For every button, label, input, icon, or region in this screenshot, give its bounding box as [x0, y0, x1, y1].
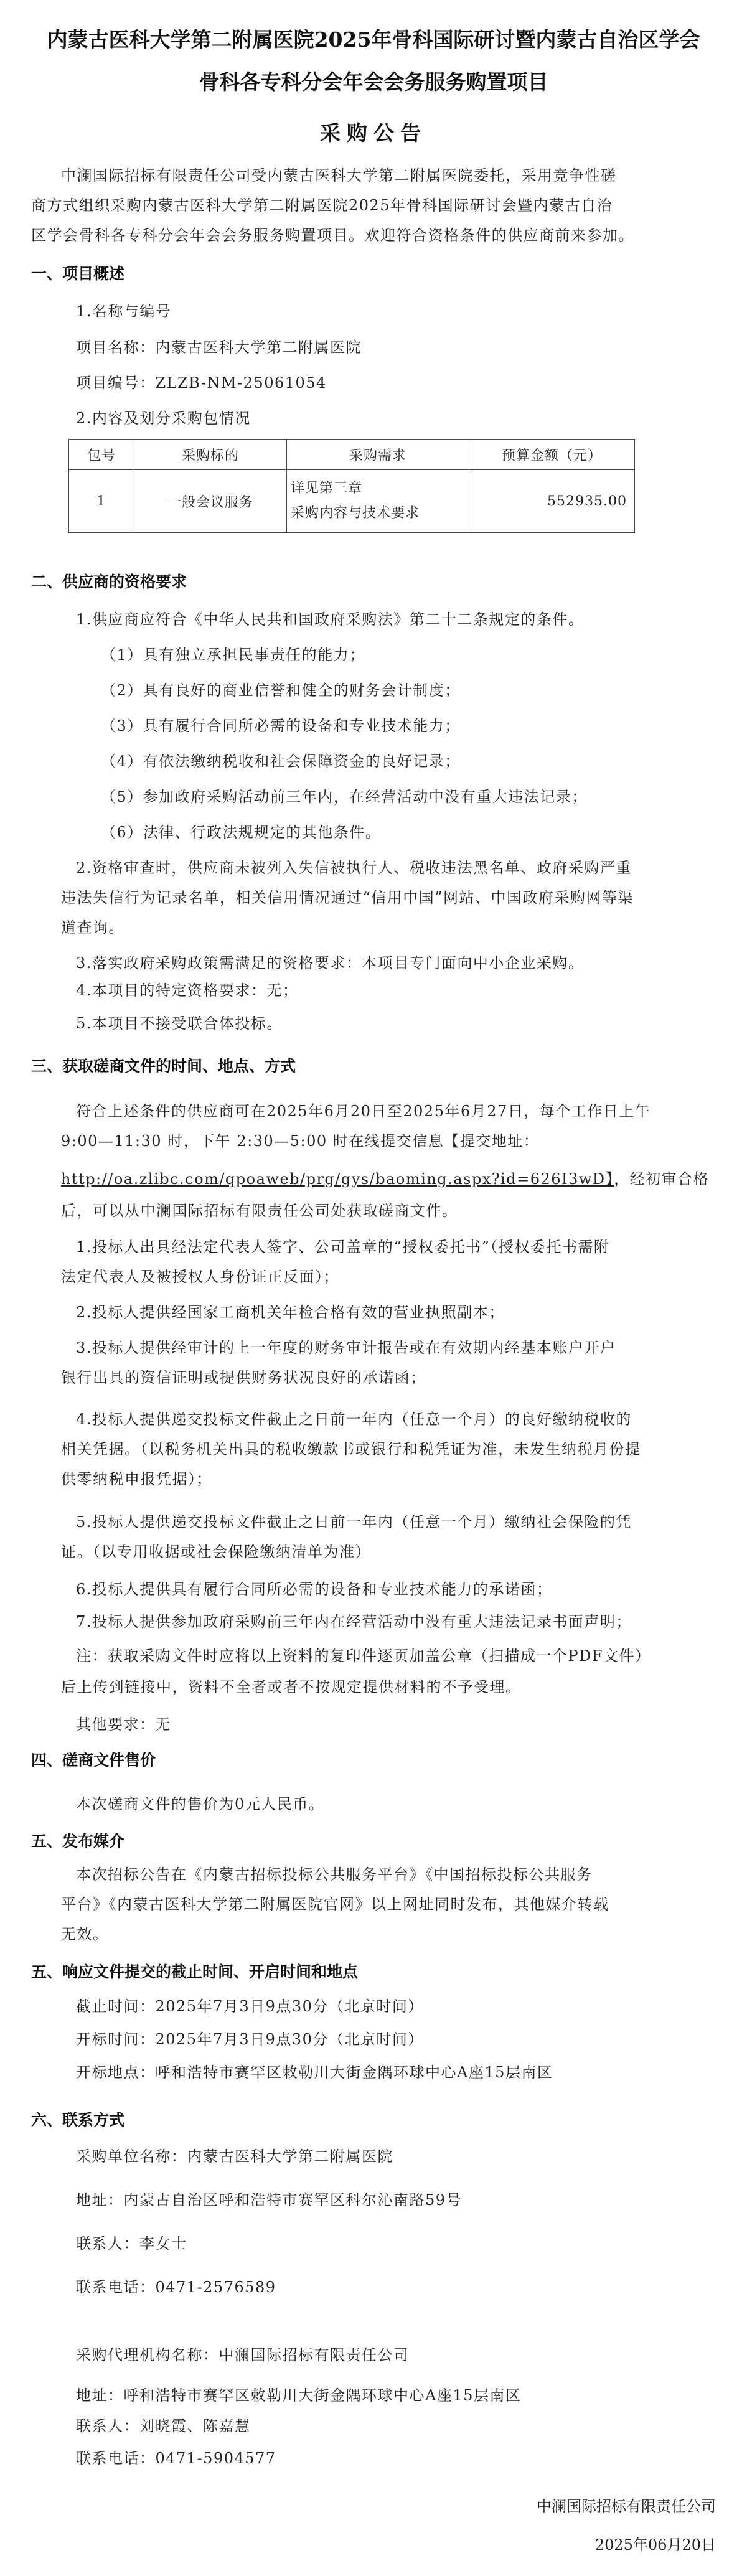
buyer-phone: 联系电话：0471-2576589 — [76, 2278, 276, 2296]
intro-line: 商方式组织采购内蒙古医科大学第二附属医院2025年骨科国际研讨会暨内蒙古自治 — [31, 197, 613, 214]
agent-address: 地址：呼和浩特市赛罕区敕勒川大街金隅环球中心A座15层南区 — [76, 2387, 522, 2404]
table-cell-subject: 一般会议服务 — [134, 470, 287, 533]
section-heading-qualifications: 二、供应商的资格要求 — [31, 573, 187, 591]
section-heading-overview: 一、项目概述 — [31, 265, 125, 283]
table-header-cell: 预算金额（元） — [469, 440, 635, 470]
obtain-text — [61, 1167, 709, 1188]
title-line-1: 内蒙古医科大学第二附属医院2025年骨科国际研讨暨内蒙古自治区学会 — [47, 27, 700, 52]
bidder-requirement: 6.投标人提供具有履行合同所必需的设备和专业技术能力的承诺函； — [76, 1581, 553, 1598]
package-table — [68, 439, 635, 533]
note: 注：获取采购文件时应将以上资料的复印件逐页加盖公章（扫描成一个PDF文件） — [76, 1647, 651, 1665]
media-text: 平台》《内蒙古医科大学第二附属医院官网》以上网址同时发布，其他媒介转载 — [61, 1896, 609, 1913]
opening-place: 开标地点：呼和浩特市赛罕区敕勒川大街金隅环球中心A座15层南区 — [76, 2064, 553, 2081]
table-cell-package-no: 1 — [69, 470, 134, 533]
media-text: 无效。 — [61, 1925, 109, 1943]
deadline-time: 截止时间：2025年7月3日9点30分（北京时间） — [76, 1998, 424, 2015]
agent-phone: 联系电话：0471-5904577 — [76, 2450, 276, 2467]
note: 后上传到链接中，资料不全者或者不按规定提供材料的不予受理。 — [61, 1678, 522, 1696]
section-heading-contact: 六、联系方式 — [31, 2111, 125, 2129]
agent-name: 采购代理机构名称：中澜国际招标有限责任公司 — [76, 2346, 410, 2364]
intro-line: 中澜国际招标有限责任公司受内蒙古医科大学第二附属医院委托，采用竞争性磋 — [61, 167, 617, 184]
qualification-2: 道查询。 — [61, 919, 125, 936]
qualification-2: 2.资格审查时，供应商未被列入失信被执行人、税收违法黑名单、政府采购严重 — [76, 859, 632, 877]
bidder-requirement: 证。（以专用收据或社会保险缴纳清单为准） — [61, 1543, 371, 1561]
requirement-line: 采购内容与技术要求 — [291, 505, 420, 521]
bidder-requirement: 法定代表人及被授权人身份证正反面）； — [61, 1268, 339, 1286]
table-header-cell: 采购标的 — [134, 440, 287, 470]
bidder-requirement: 1.投标人出具经法定代表人签字、公司盖章的“授权委托书”（授权委托书需附 — [76, 1238, 610, 1256]
submission-link[interactable]: http://oa.zlibc.com/qpoaweb/prg/gys/baoming.aspx?id=626I3wD】 — [61, 1170, 614, 1188]
obtain-text-tail: ，经初审合格 — [614, 1170, 710, 1188]
signature-date: 2025年06月20日 — [594, 2536, 716, 2554]
buyer-address: 地址：内蒙古自治区呼和浩特市赛罕区科尔沁南路59号 — [76, 2191, 463, 2209]
bidder-requirement: 供零纳税申报凭据）； — [61, 1470, 212, 1488]
qualification-4: 4.本项目的特定资格要求：无； — [76, 982, 299, 999]
item-name-number: 1.名称与编号 — [76, 303, 172, 320]
qualification-1: 1.供应商应符合《中华人民共和国政府采购法》第二十二条规定的条件。 — [76, 611, 585, 628]
qualification-sub: （2）具有良好的商业信誉和健全的财务会计制度； — [101, 682, 461, 699]
section-heading-media: 五、发布媒介 — [31, 1832, 125, 1850]
section-heading-obtain-documents: 三、获取磋商文件的时间、地点、方式 — [31, 1057, 296, 1075]
obtain-text: 符合上述条件的供应商可在2025年6月20日至2025年6月27日，每个工作日上午 — [76, 1102, 651, 1120]
obtain-text: 9:00—11:30 时，下午 2:30—5:00 时在线提交信息【提交地址： — [61, 1132, 540, 1150]
opening-time: 开标时间：2025年7月3日9点30分（北京时间） — [76, 2031, 424, 2048]
item-packages: 2.内容及划分采购包情况 — [76, 410, 251, 427]
buyer-name: 采购单位名称：内蒙古医科大学第二附属医院 — [76, 2148, 393, 2165]
qualification-5: 5.本项目不接受联合体投标。 — [76, 1015, 283, 1032]
bidder-requirement: 银行出具的资信证明或提供财务状况良好的承诺函； — [61, 1369, 426, 1386]
agent-contact: 联系人：刘晓霞、陈嘉慧 — [76, 2417, 251, 2435]
price-text: 本次磋商文件的售价为0元人民币。 — [76, 1795, 325, 1813]
other-requirements: 其他要求：无 — [76, 1716, 171, 1733]
bidder-requirement: 4.投标人提供递交投标文件截止之日前一年内（任意一个月）的良好缴纳税收的 — [76, 1411, 632, 1428]
qualification-sub: （1）具有独立承担民事责任的能力； — [101, 646, 365, 664]
table-cell-budget: 552935.00 — [469, 470, 635, 533]
qualification-sub: （6）法律、行政法规规定的其他条件。 — [101, 824, 382, 841]
qualification-sub: （5）参加政府采购活动前三年内，在经营活动中没有重大违法记录； — [101, 788, 588, 806]
bidder-requirement: 3.投标人提供经审计的上一年度的财务审计报告或在有效期内经基本账户开户 — [76, 1339, 616, 1356]
table-row — [69, 470, 635, 533]
notice-heading: 采购公告 — [320, 121, 427, 145]
section-heading-price: 四、磋商文件售价 — [31, 1751, 156, 1769]
bidder-requirement: 5.投标人提供递交投标文件截止之日前一年内（任意一个月）缴纳社会保险的凭 — [76, 1513, 632, 1531]
qualification-3: 3.落实政府采购政策需满足的资格要求：本项目专门面向中小企业采购。 — [76, 954, 585, 972]
intro-line: 区学会骨科各专科分会年会会务服务购置项目。欢迎符合资格条件的供应商前来参加。 — [31, 227, 634, 244]
buyer-contact: 联系人：李女士 — [76, 2235, 187, 2252]
bidder-requirement: 7.投标人提供参加政府采购前三年内在经营活动中没有重大违法记录书面声明； — [76, 1613, 632, 1630]
title-line-2: 骨科各专科分会年会会务服务购置项目 — [199, 70, 548, 94]
obtain-text: 后，可以从中澜国际招标有限责任公司处获取磋商文件。 — [61, 1202, 458, 1220]
project-name: 项目名称：内蒙古医科大学第二附属医院 — [76, 339, 362, 356]
bidder-requirement: 2.投标人提供经国家工商机关年检合格有效的营业执照副本； — [76, 1304, 505, 1321]
qualification-2: 违法失信行为记录名单，相关信用情况通过“信用中国”网站、中国政府采购网等渠 — [61, 889, 634, 906]
bidder-requirement: 相关凭据。（以税务机关出具的税收缴款书或银行和税凭证为准，未发生纳税月份提 — [61, 1441, 641, 1458]
qualification-sub: （3）具有履行合同所必需的设备和专业技术能力； — [101, 717, 461, 735]
project-number: 项目编号：ZLZB-NM-25061054 — [76, 374, 327, 392]
section-heading-deadline: 五、响应文件提交的截止时间、开启时间和地点 — [31, 1963, 359, 1981]
table-header-row — [69, 440, 635, 470]
table-cell-requirement — [287, 470, 469, 533]
signature-company: 中澜国际招标有限责任公司 — [537, 2498, 716, 2515]
qualification-sub: （4）有依法缴纳税收和社会保障资金的良好记录； — [101, 753, 461, 770]
media-text: 本次招标公告在《内蒙古招标投标公共服务平台》《中国招标投标公共服务 — [76, 1866, 593, 1883]
table-header-cell: 采购需求 — [287, 440, 469, 470]
table-header-cell: 包号 — [69, 440, 134, 470]
requirement-line: 详见第三章 — [291, 481, 363, 496]
